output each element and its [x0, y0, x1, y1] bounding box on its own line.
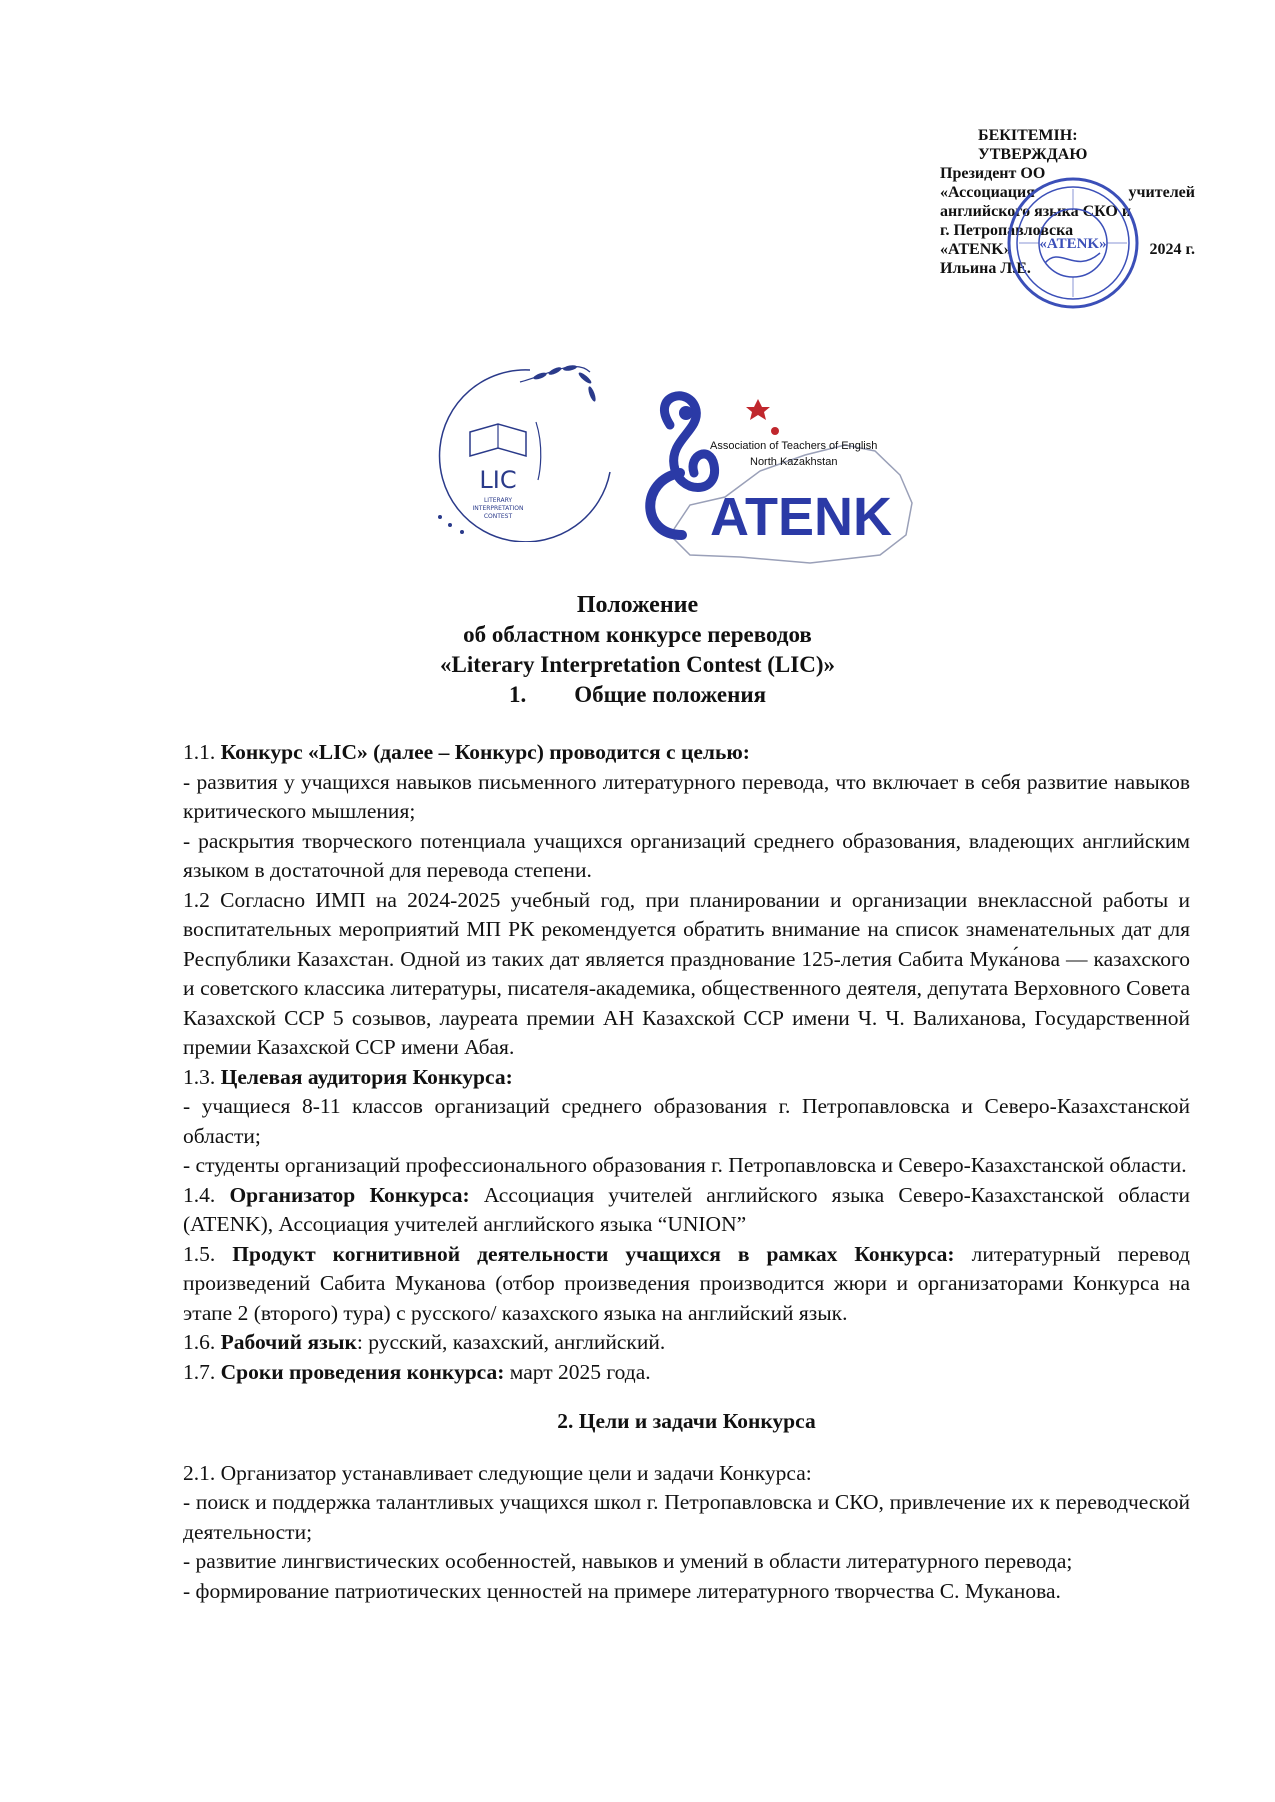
lic-logo-text: LIC — [479, 466, 517, 494]
paragraph — [183, 1181, 1190, 1240]
paragraph: - развития у учащихся навыков письменного литературного перевода, что включает в себя развитие навыков критического мышления; — [183, 769, 1190, 823]
approval-text: «ATENK» — [940, 241, 1012, 258]
paragraph-number: 1.6. — [183, 1330, 216, 1354]
document-title — [0, 590, 1275, 710]
title-line: об областном конкурсе переводов — [463, 622, 812, 647]
atenk-brand: ATENK — [710, 487, 892, 547]
paragraph-text: литературный перевод произведений Сабита Муканова (отбор произведения производится жюри и организаторами Конкурса на этапе 2 (второго) тура) с русского/ казахского языка на английский язык. — [183, 1241, 1190, 1325]
approval-text: «Ассоциация — [940, 184, 1035, 201]
paragraph-bold: Продукт когнитивной деятельности учащихся в рамках Конкурса: — [232, 1241, 955, 1266]
paragraph — [183, 1240, 1190, 1329]
section-name: Общие положения — [574, 682, 767, 707]
atenk-tagline: Association of Teachers of English — [710, 440, 878, 452]
lic-logo-subtext: CONTEST — [483, 513, 513, 520]
paragraph: - раскрытия творческого потенциала учащихся организаций среднего образования, владеющих английским языком в достаточной для перевода степени. — [183, 828, 1190, 882]
paragraph-number: 1.3. — [183, 1064, 216, 1089]
paragraph: - развитие лингвистических особенностей, навыков и умений в области литературного перевода; — [183, 1549, 1073, 1573]
atenk-tagline: North Kazakhstan — [750, 456, 838, 468]
paragraph-bold: Конкурс «LIC» (далее – Конкурс) проводится с целью: — [220, 740, 750, 764]
section-heading: 2. Цели и задачи Конкурса — [557, 1409, 816, 1433]
paragraph: - учащиеся 8-11 классов организаций среднего образования г. Петропавловска и Северо-Казахстанской области; — [183, 1094, 1190, 1148]
paragraph — [183, 1063, 1190, 1093]
paragraph — [183, 738, 1190, 768]
paragraph-number: 1.1. — [183, 740, 216, 764]
paragraph-number: 1.7. — [183, 1359, 216, 1384]
approval-line: английского языка СКО и — [940, 203, 1132, 220]
paragraph-bold: Сроки проведения конкурса: — [220, 1359, 505, 1384]
approval-line: г. Петропавловска — [940, 222, 1074, 239]
paragraph: - студенты организаций профессионального образования г. Петропавловска и Северо-Казахстанской области. — [183, 1153, 1187, 1177]
paragraph: - поиск и поддержка талантливых учащихся школ г. Петропавловска и СКО, привлечение их к переводческой деятельности; — [183, 1490, 1190, 1544]
paragraph: - формирование патриотических ценностей на примере литературного творчества С. Муканова. — [183, 1578, 1061, 1603]
document-body — [183, 738, 1190, 1606]
lic-logo-subtext: INTERPRETATION — [472, 505, 524, 512]
paragraph-text: : русский, казахский, английский. — [356, 1330, 666, 1354]
atenk-logo — [630, 385, 930, 570]
stamp-seal — [1005, 175, 1142, 312]
paragraph-bold: Целевая аудитория Конкурса: — [220, 1064, 513, 1089]
approval-line: БЕКІТЕМІН: — [978, 127, 1078, 144]
lic-logo — [410, 362, 625, 542]
paragraph-text: март 2025 года. — [509, 1359, 651, 1384]
stamp-text: «ATENK» — [1039, 236, 1107, 252]
approval-text: 2024 г. — [1149, 241, 1195, 258]
paragraph — [183, 1328, 1190, 1358]
lic-logo-subtext: LITERARY — [483, 497, 513, 504]
title-line: Положение — [576, 592, 699, 618]
paragraph: 2.1. Организатор устанавливает следующие цели и задачи Конкурса: — [183, 1460, 812, 1485]
paragraph — [183, 1358, 1190, 1388]
approval-line: УТВЕРЖДАЮ — [978, 146, 1088, 163]
paragraph-number: 1.4. — [183, 1182, 216, 1207]
paragraph-text: Ассоциация учителей английского языка Северо-Казахстанской области (ATENK), Ассоциация учителей английского языка “UNION” — [183, 1182, 1190, 1236]
approval-line: Ильина Л.Е. — [940, 260, 1031, 277]
title-line: «Literary Interpretation Contest (LIC)» — [440, 652, 835, 677]
paragraph-bold: Рабочий язык — [220, 1330, 357, 1354]
section-heading — [509, 680, 766, 710]
approval-line: Президент ОО — [940, 165, 1046, 182]
paragraph-bold: Организатор Конкурса: — [229, 1182, 470, 1207]
approval-text: учителей — [1128, 184, 1195, 201]
paragraph-number: 1.5. — [183, 1241, 216, 1266]
paragraph: 1.2 Согласно ИМП на 2024-2025 учебный год, при планировании и организации внеклассной работы и воспитательных мероприятий МП РК рекомендуется обратить внимание на список знаменательных дат для Республики Казахстан. Одной из таких дат является празднование 125-летия Сабита Мука́нова — казахского и советского классика литературы, писателя-академика, общественного деятеля, депутата Верховного Совета Казахской ССР 5 созывов, лауреата премии АН Казахской ССР имени Ч. Ч. Валиханова, Государственной премии Казахской ССР имени Абая. — [183, 887, 1190, 1059]
section-number: 1. — [508, 682, 527, 707]
